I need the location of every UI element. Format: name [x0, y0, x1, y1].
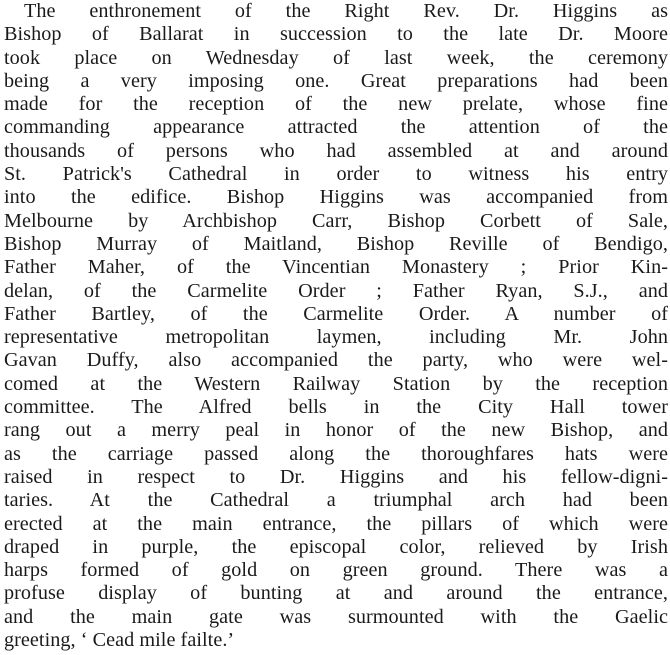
article-line: St. Patrick's Cathedral in order to witness his entry [4, 163, 668, 186]
article-line: Bishop Murray of Maitland, Bishop Reville of Bendigo, [4, 232, 668, 255]
article-line: Father Maher, of the Vincentian Monastery ; Prior Kin- [4, 256, 668, 279]
article-line: rang out a merry peal in honor of the new Bishop, and [4, 419, 668, 442]
article-line: greeting, ‘ Cead mile failte.’ [4, 629, 235, 652]
article-line: being a very imposing one. Great preparations had been [4, 69, 668, 92]
article-line: and the main gate was surmounted with the Gaelic [4, 605, 668, 628]
article-line: delan, of the Carmelite Order ; Father Ryan, S.J., and [4, 279, 668, 302]
article-line: took place on Wednesday of last week, the ceremony [4, 46, 668, 69]
article-line: draped in purple, the episcopal color, relieved by Irish [4, 535, 668, 558]
article-line: into the edifice. Bishop Higgins was accompanied from [4, 186, 668, 209]
article-line: made for the reception of the new prelate, whose fine [4, 93, 668, 116]
article-line: Melbourne by Archbishop Carr, Bishop Corbett of Sale, [4, 209, 668, 232]
article-line: representative metropolitan laymen, including Mr. John [4, 326, 668, 349]
article-line: comed at the Western Railway Station by the reception [4, 372, 668, 395]
article-line: The enthronement of the Right Rev. Dr. Higgins as [24, 0, 668, 22]
article-line: taries. At the Cathedral a triumphal arch had been [4, 489, 668, 512]
article-line: thousands of persons who had assembled at and around [4, 139, 668, 162]
article-line: harps formed of gold on green ground. There was a [4, 559, 668, 582]
article-line: raised in respect to Dr. Higgins and his fellow-digni- [4, 465, 668, 488]
article-line: profuse display of bunting at and around the entrance, [4, 582, 668, 605]
article-line: committee. The Alfred bells in the City Hall tower [4, 396, 668, 419]
article-line: Father Bartley, of the Carmelite Order. A number of [4, 302, 668, 325]
article-line: as the carriage passed along the thoroughfares hats were [4, 442, 668, 465]
article-line: erected at the main entrance, the pillars of which were [4, 512, 668, 535]
article-line: Gavan Duffy, also accompanied the party, who were wel- [4, 349, 668, 372]
newspaper-article [4, 0, 668, 652]
article-line: Bishop of Ballarat in succession to the late Dr. Moore [4, 23, 668, 46]
article-line: commanding appearance attracted the attention of the [4, 116, 668, 139]
